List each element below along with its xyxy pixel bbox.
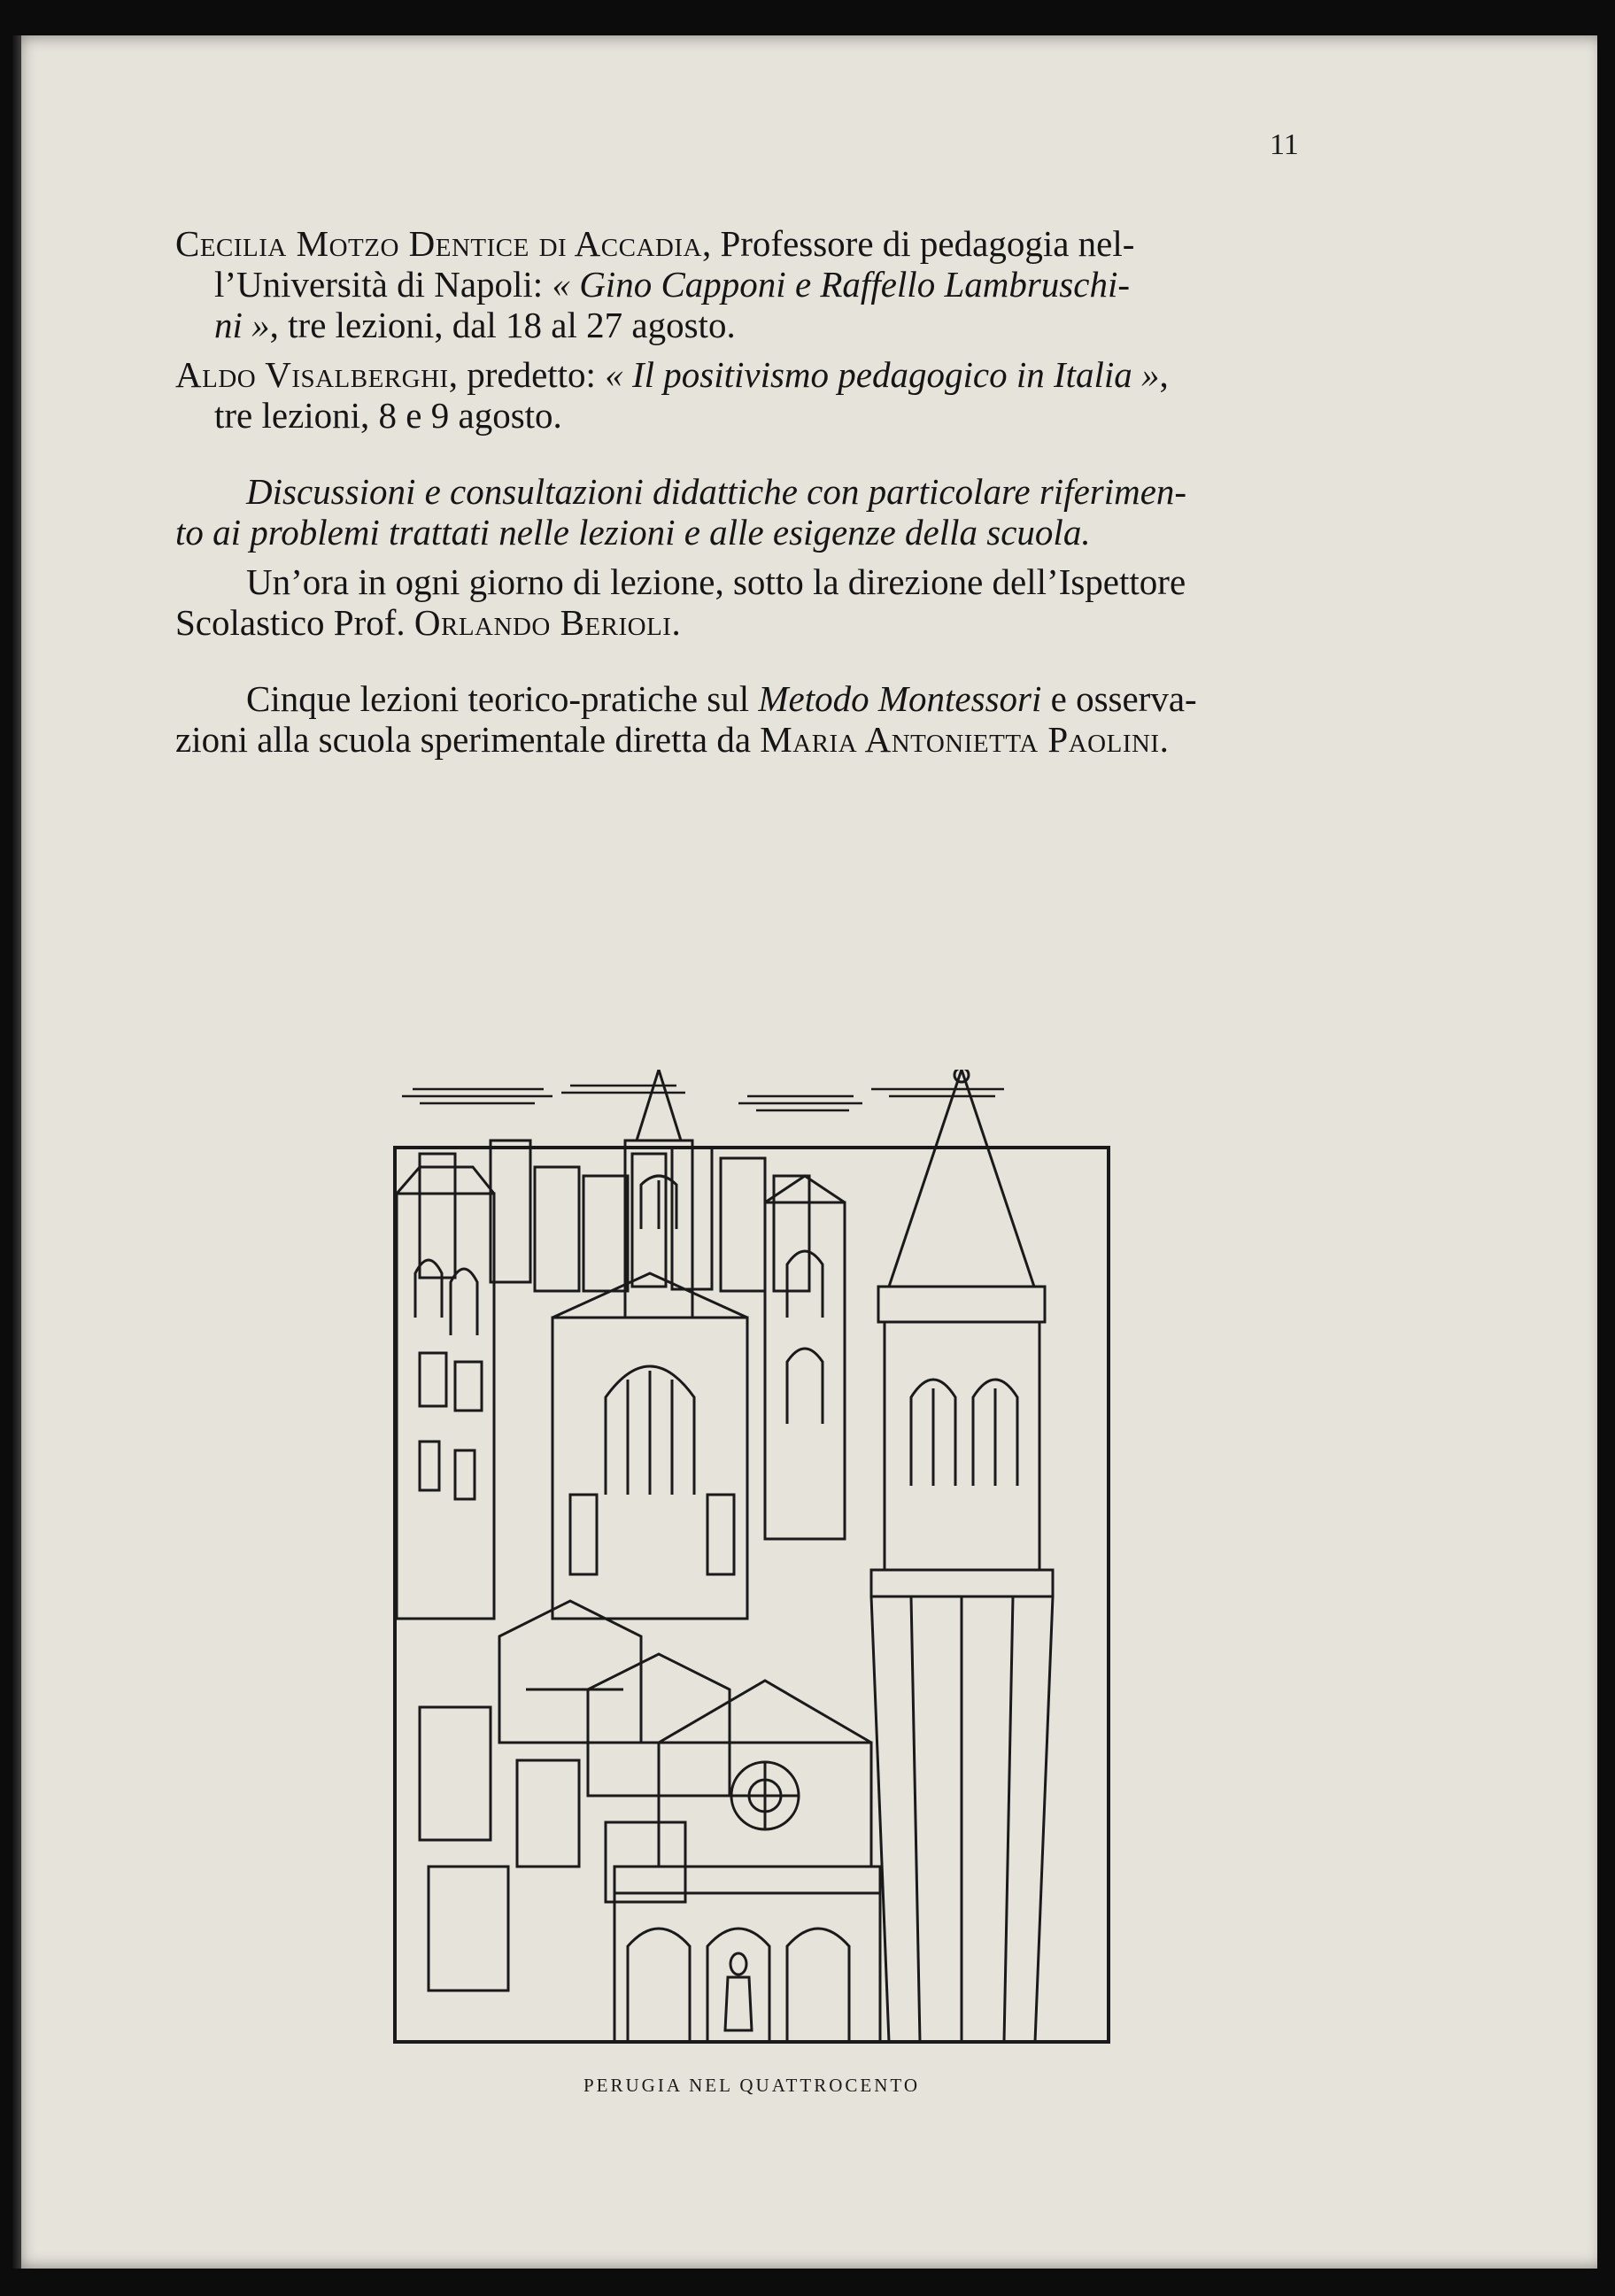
hour-suffix: . [671, 602, 681, 643]
hour-line-2-prefix: Scolastico Prof. [175, 602, 414, 643]
entry-name: Cecilia Motzo Dentice di Accadia [175, 223, 702, 264]
entry-continuation [175, 264, 1318, 305]
montessori-line-2: zioni alla scuola sperimentale diretta da [175, 719, 761, 760]
montessori-method: Metodo Montessori [758, 678, 1042, 719]
montessori-suffix: e osserva- [1041, 678, 1197, 719]
entry-visalberghi [175, 354, 1318, 436]
entry-motzo [175, 223, 1318, 345]
entry-suffix: , [1159, 354, 1169, 395]
entry-continuation-2 [175, 305, 1318, 345]
entry-continuation: tre lezioni, 8 e 9 agosto. [214, 395, 562, 436]
director-name: Maria Antonietta Paolini [760, 719, 1160, 760]
page-spine-shadow [12, 35, 21, 2269]
hour-paragraph [175, 561, 1318, 643]
perugia-illustration [393, 1070, 1110, 2044]
entry-title: « Il positivismo pedagogico in Italia » [605, 354, 1160, 395]
discussion-paragraph [175, 471, 1318, 553]
entry-name: Aldo Visalberghi [175, 354, 449, 395]
entry-prefix: , Professore di pedagogia nel- [701, 223, 1135, 264]
figure-caption: PERUGIA NEL QUATTROCENTO [583, 2075, 920, 2096]
montessori-prefix: Cinque lezioni teorico-pratiche sul [246, 678, 759, 719]
body-text [175, 223, 1318, 769]
montessori-paragraph [175, 678, 1318, 760]
discussion-line-1: Discussioni e consultazioni didattiche con particolare riferimen- [246, 471, 1187, 512]
document-page [12, 35, 1597, 2269]
entry-prefix: , predetto: [448, 354, 606, 395]
entry-title-end: ni » [214, 305, 270, 345]
montessori-end: . [1159, 719, 1169, 760]
discussion-line-2: to ai problemi trattati nelle lezioni e alle esigenze della scuola. [175, 512, 1091, 553]
entry-title: « Gino Capponi e Raffello Lambruschi- [552, 264, 1131, 305]
inspector-name: Orlando Berioli [413, 602, 672, 643]
entry-suffix: , tre lezioni, dal 18 al 27 agosto. [269, 305, 736, 345]
entry-line2: l’Università di Napoli: [214, 264, 552, 305]
page-number: 11 [1270, 128, 1299, 161]
hour-line-1: Un’ora in ogni giorno di lezione, sotto la direzione dell’Ispettore [246, 561, 1186, 602]
